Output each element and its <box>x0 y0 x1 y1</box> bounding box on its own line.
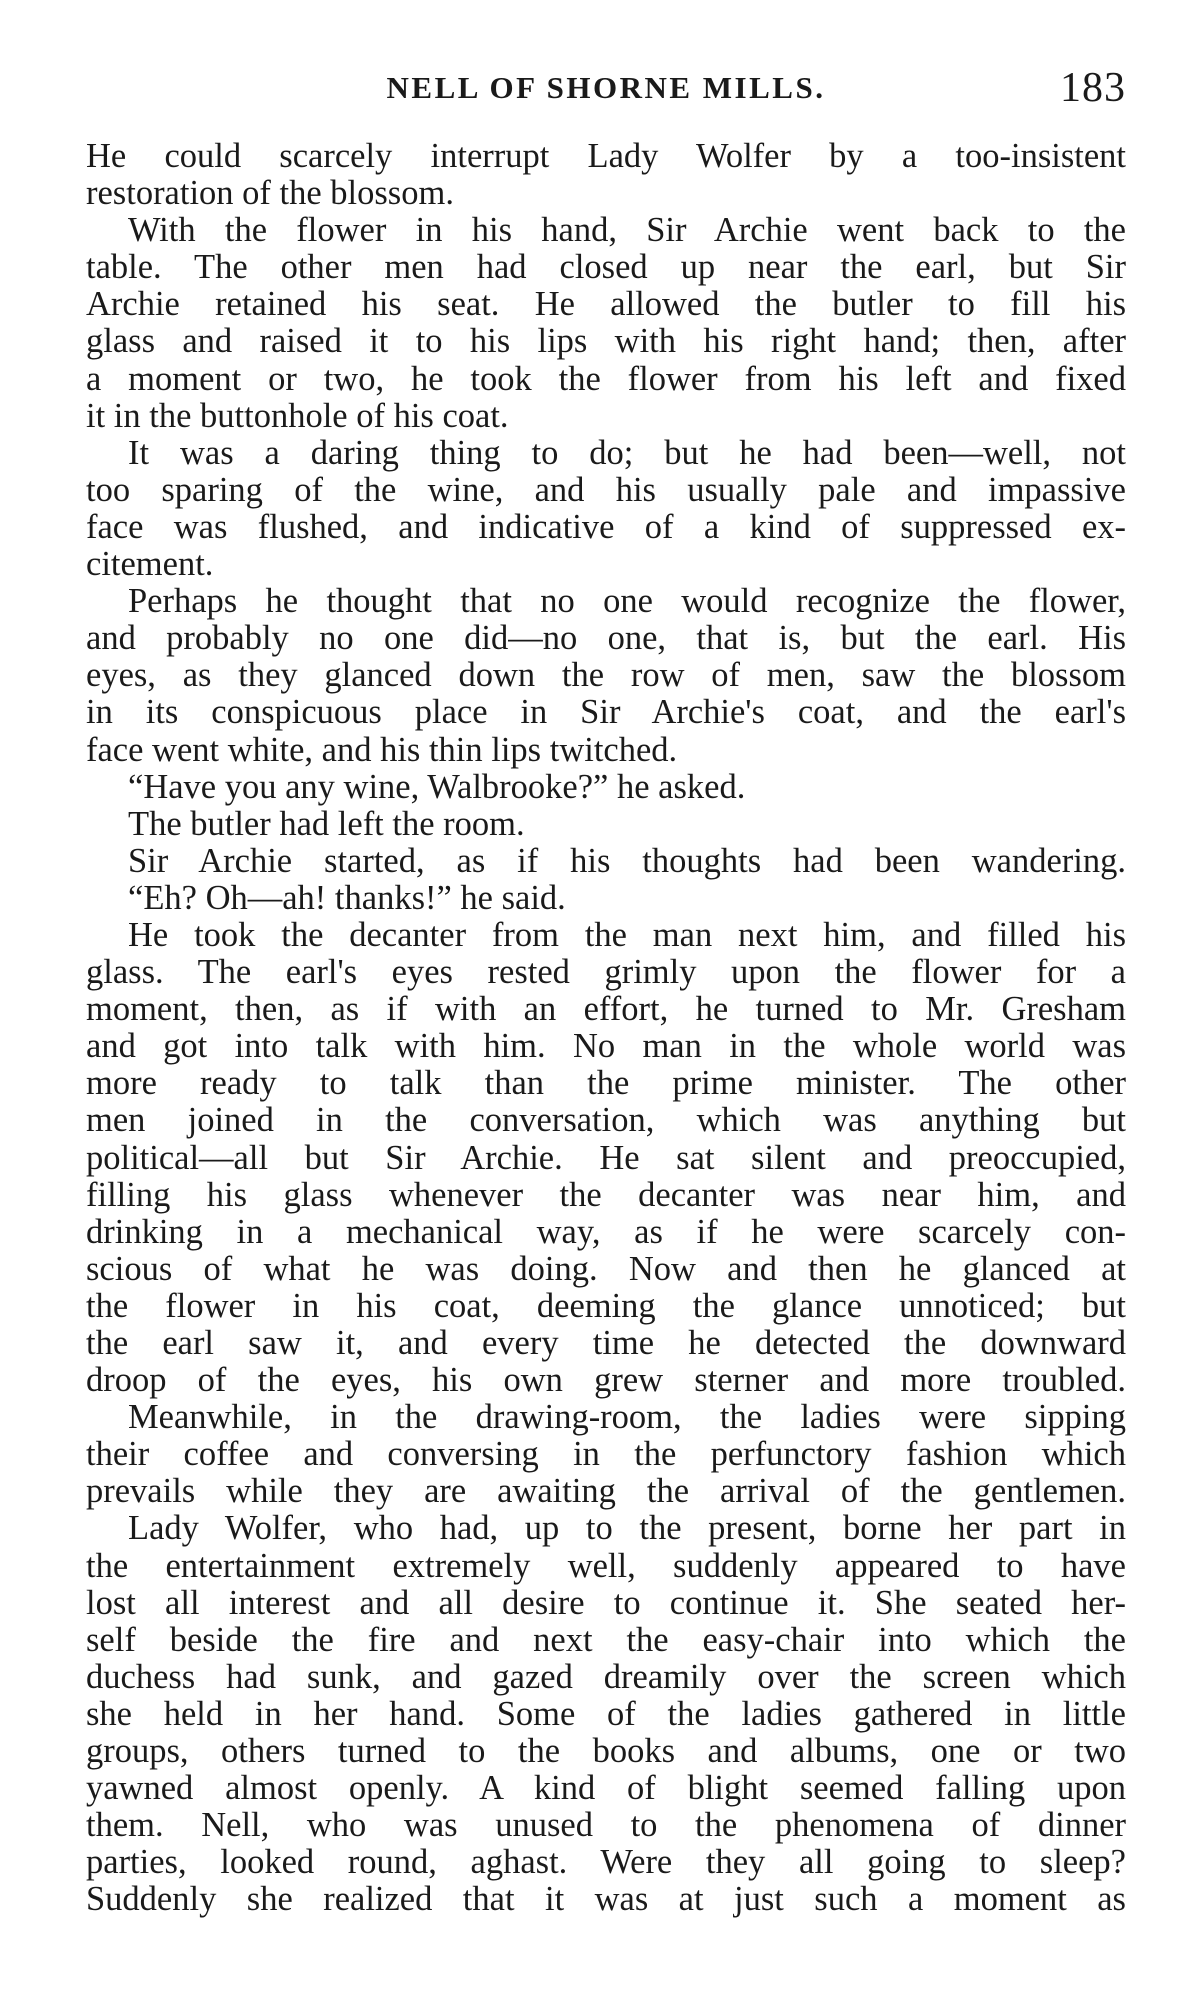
text-line: she held in her hand. Some of the ladies gathered in little <box>86 1694 1126 1733</box>
text-line: glass and raised it to his lips with his right hand; then, after <box>86 322 1126 361</box>
text-line: It was a daring thing to do; but he had been—well, not <box>128 433 1126 472</box>
text-line: the earl saw it, and every time he detected the downward <box>86 1324 1126 1362</box>
text-line: “Have you any wine, Walbrooke?” he asked. <box>128 767 746 806</box>
text-line: drinking in a mechanical way, as if he were scarcely con- <box>86 1212 1126 1251</box>
text-line: and got into talk with him. No man in the whole world was <box>86 1027 1126 1066</box>
text-line: “Eh? Oh—ah! thanks!” he said. <box>128 878 566 917</box>
text-line: The butler had left the room. <box>128 804 525 843</box>
page-number: 183 <box>1060 65 1126 111</box>
text-line: the entertainment extremely well, suddenly appeared to have <box>86 1546 1126 1585</box>
text-line: the flower in his coat, deeming the glance unnoticed; but <box>86 1286 1126 1325</box>
text-line: restoration of the blossom. <box>86 174 454 213</box>
text-line: duchess had sunk, and gazed dreamily over the screen which <box>86 1657 1126 1696</box>
text-line: self beside the fire and next the easy-chair into which the <box>86 1620 1126 1659</box>
body-text <box>86 138 1126 1919</box>
text-line: men joined in the conversation, which was anything but <box>86 1101 1126 1140</box>
text-line: a moment or two, he took the flower from his left and fixed <box>86 359 1126 398</box>
text-line: table. The other men had closed up near the earl, but Sir <box>86 248 1126 287</box>
text-line: With the flower in his hand, Sir Archie went back to the <box>128 211 1126 250</box>
text-line: Lady Wolfer, who had, up to the present, borne her part in <box>128 1509 1126 1548</box>
text-line: glass. The earl's eyes rested grimly upon the flower for a <box>86 953 1126 992</box>
running-title: NELL OF SHORNE MILLS. <box>386 70 826 105</box>
text-line: them. Nell, who was unused to the phenomena of dinner <box>86 1806 1126 1845</box>
text-line: too sparing of the wine, and his usually pale and impassive <box>86 470 1126 509</box>
text-line: and probably no one did—no one, that is, but the earl. His <box>86 619 1126 658</box>
text-line: groups, others turned to the books and albums, one or two <box>86 1732 1126 1771</box>
text-line: droop of the eyes, his own grew sterner and more troubled. <box>86 1361 1126 1400</box>
text-line: He could scarcely interrupt Lady Wolfer by a too-insistent <box>86 137 1126 175</box>
text-line: lost all interest and all desire to continue it. She seated her- <box>86 1583 1126 1622</box>
text-line: yawned almost openly. A kind of blight seemed falling upon <box>86 1769 1126 1808</box>
text-line: more ready to talk than the prime minister. The other <box>86 1064 1126 1103</box>
text-line: Suddenly she realized that it was at just such a moment as <box>86 1880 1126 1919</box>
text-line: their coffee and conversing in the perfunctory fashion which <box>86 1435 1126 1474</box>
text-line: scious of what he was doing. Now and then he glanced at <box>86 1249 1126 1288</box>
running-head <box>86 64 1126 120</box>
text-line: face was flushed, and indicative of a kind of suppressed ex- <box>86 507 1126 546</box>
text-line: parties, looked round, aghast. Were they all going to sleep? <box>86 1843 1126 1882</box>
text-line: Archie retained his seat. He allowed the butler to fill his <box>86 285 1126 324</box>
text-line: Sir Archie started, as if his thoughts had been wandering. <box>128 841 1126 880</box>
text-line: moment, then, as if with an effort, he turned to Mr. Gresham <box>86 990 1126 1029</box>
text-line: eyes, as they glanced down the row of men, saw the blossom <box>86 656 1126 695</box>
text-line: in its conspicuous place in Sir Archie's coat, and the earl's <box>86 693 1126 732</box>
text-line: it in the buttonhole of his coat. <box>86 396 509 435</box>
text-line: Meanwhile, in the drawing-room, the ladies were sipping <box>128 1398 1126 1437</box>
text-line: face went white, and his thin lips twitched. <box>86 730 678 769</box>
text-line: citement. <box>86 545 214 584</box>
text-line: He took the decanter from the man next him, and filled his <box>128 915 1126 954</box>
text-line: prevails while they are awaiting the arrival of the gentlemen. <box>86 1472 1126 1511</box>
text-line: filling his glass whenever the decanter was near him, and <box>86 1175 1126 1214</box>
text-line: Perhaps he thought that no one would recognize the flower, <box>128 582 1126 621</box>
text-line: political—all but Sir Archie. He sat silent and preoccupied, <box>86 1138 1126 1177</box>
